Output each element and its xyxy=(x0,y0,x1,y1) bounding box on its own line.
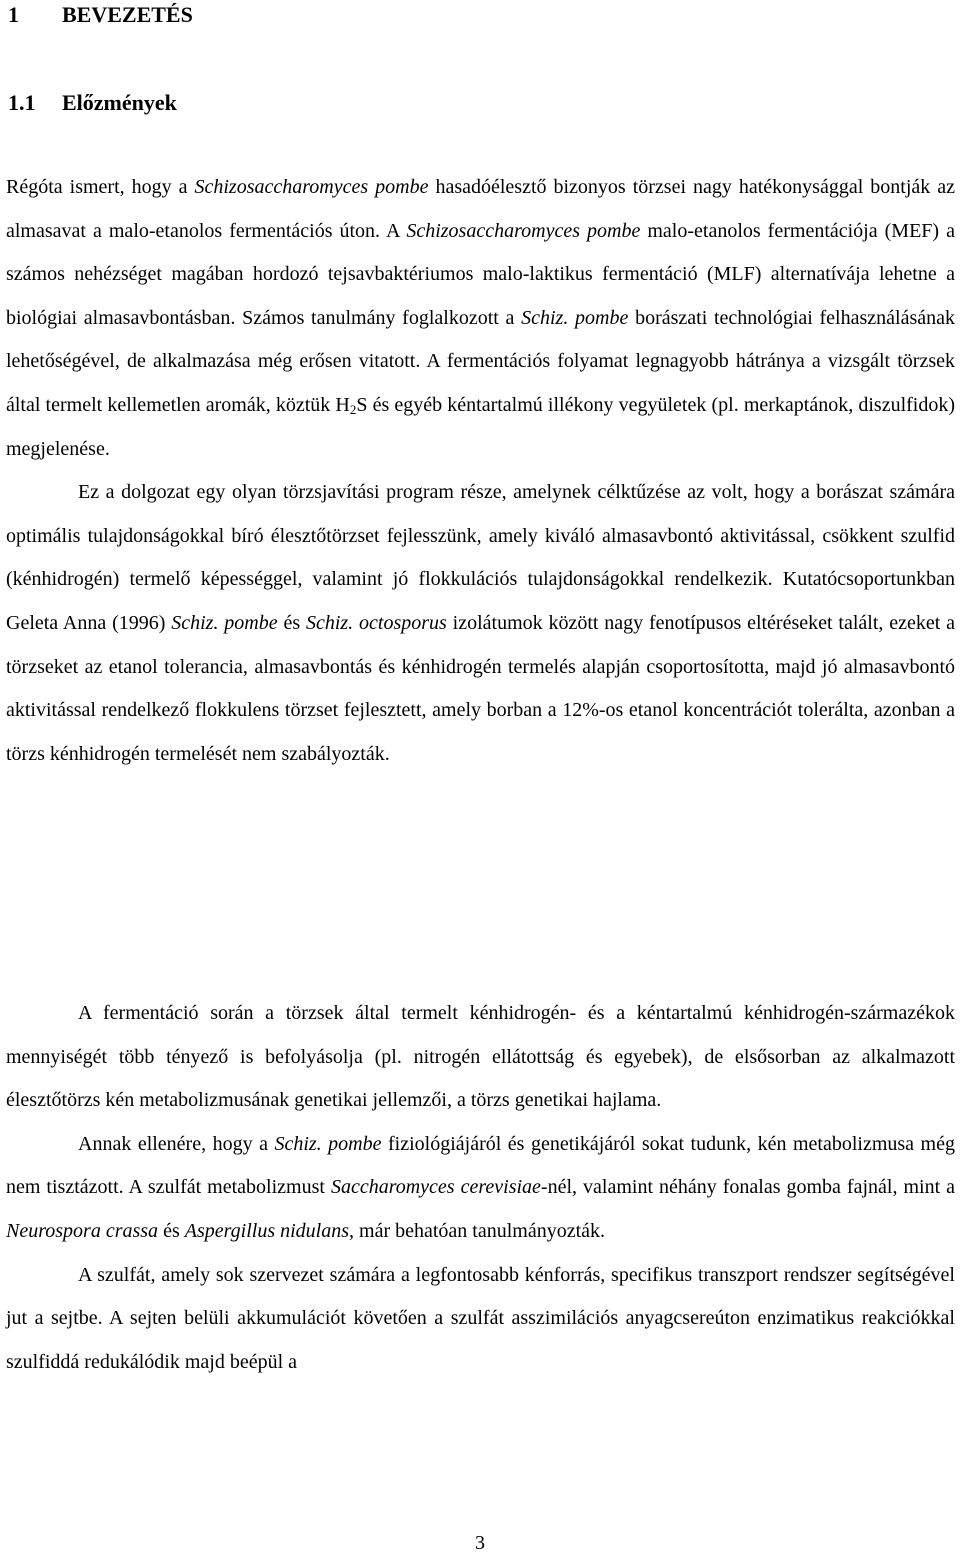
text-run: A fermentáció során a törzsek által termelt kénhidrogén- és a kéntartalmú kénhidrogén-származékok mennyiségét több tényező is befolyásolja (pl. nitrogén ellátottság és egyebek), de elsősorban az alkalmazott élesztőtörzs kén metabolizmusának genetikai jellemzői, a törzs genetikai hajlama. xyxy=(6,1002,955,1112)
species-name: Schiz. pombe xyxy=(171,611,278,634)
text-run: és xyxy=(277,611,306,634)
species-name: Schiz. octosporus xyxy=(305,611,447,634)
paragraph-5 xyxy=(6,1254,955,1385)
body-text-lower xyxy=(6,992,955,1384)
chapter-heading xyxy=(8,2,193,28)
text-run: Annak ellenére, hogy a xyxy=(78,1132,275,1155)
text-run: már behatóan tanulmányozták. xyxy=(354,1219,606,1242)
text-run: Ez a dolgozat egy olyan törzsjavítási program része, amelynek célktűzése az volt, hogy a borászat számára optimális tulajdonságokkal bíró élesztőtörzset fejlesszünk, amely kiváló almasavbontó aktivitással, csökkent szulfid (kénhidrogén) termelő képességgel, valamint jó flokkulációs tulajdonságokkal rendelkezik. Kutatócsoportunkban Geleta Anna (1996) xyxy=(6,481,955,634)
text-run: izolátumok között nagy fenotípusos eltéréseket talált, ezeket a törzseket az etanol tolerancia, almasavbontás és kénhidrogén termelés alapján csoportosította, majd jó almasavbontó aktivitással rendelkező flokkulens törzset fejlesztett, amely borban a 12%-os etanol koncentrációt tolerálta, azonban a törzs kénhidrogén termelését nem szabályozták. xyxy=(6,611,955,765)
paragraph-2 xyxy=(6,471,955,776)
text-run: Régóta ismert, hogy a xyxy=(6,176,195,198)
species-name: Schiz. pombe xyxy=(274,1132,382,1155)
section-heading xyxy=(8,90,177,116)
text-run: A szulfát, amely sok szervezet számára a legfontosabb kénforrás, specifikus transzport rendszer segítségével jut a sejtbe. A sejten belüli akkumulációt követően a szulfát asszimilációs anyagcsereúton enzimatikus reakciókkal szulfiddá redukálódik majd beépül a xyxy=(6,1263,955,1373)
text-run: és xyxy=(158,1219,185,1242)
body-text-upper xyxy=(6,166,955,776)
text-run: malo-etanolos fermentációja (MEF) a számos nehézséget magában hordozó tejsavbaktériumos malo-laktikus fermentáció (MLF) alternatívája lehetne a biológiai almasavbontásban. Számos tanulmány foglalkozott a xyxy=(6,219,955,329)
section-number: 1.1 xyxy=(8,90,36,115)
chapter-number: 1 xyxy=(8,2,19,27)
paragraph-4 xyxy=(6,1123,955,1254)
species-name: Schizosaccharomyces pombe xyxy=(406,219,641,242)
chapter-title: BEVEZETÉS xyxy=(62,2,193,27)
paragraph-1 xyxy=(6,166,955,471)
text-run: borászati technológiai felhasználásának lehetőségével, de alkalmazása még erősen vitatott. A fermentációs folyamat legnagyobb hátránya a vizsgált törzsek által termelt kellemetlen aromák, köztük H xyxy=(6,306,955,416)
text-run: fiziológiájáról és genetikájáról sokat tudunk, kén metabolizmusa még nem tisztázott. A szulfát metabolizmust xyxy=(6,1132,955,1199)
page-number: 3 xyxy=(475,1532,485,1554)
species-name: Neurospora crassa xyxy=(6,1219,159,1242)
subscript: 2 xyxy=(349,401,357,417)
species-name: Schiz. pombe xyxy=(521,306,629,329)
species-name: Aspergillus nidulans, xyxy=(184,1219,355,1242)
paragraph-3 xyxy=(6,992,955,1123)
species-name: Schizosaccharomyces pombe xyxy=(194,176,429,198)
text-run: -nél, valamint néhány fonalas gomba fajnál, mint a xyxy=(540,1176,956,1199)
text-run: S és egyéb kéntartalmú illékony vegyületek (pl. merkaptánok, diszulfidok) megjelenése. xyxy=(6,393,956,460)
text-run: hasadóélesztő bizonyos törzsei nagy hatékonysággal bontják az almasavat a malo-etanolos fermentációs úton. A xyxy=(6,176,955,242)
species-name: Saccharomyces cerevisiae xyxy=(330,1176,541,1199)
section-title: Előzmények xyxy=(62,90,177,115)
